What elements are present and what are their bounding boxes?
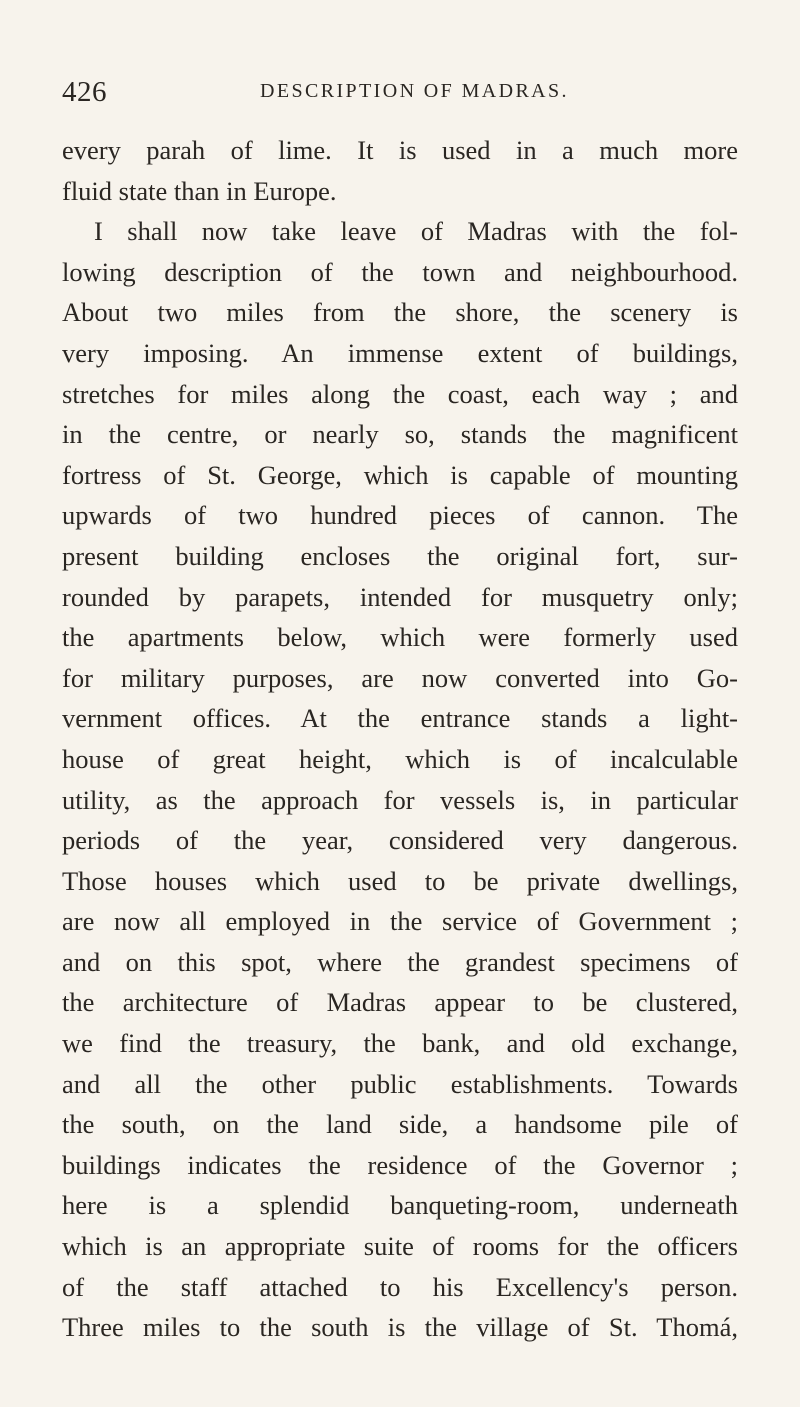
text-line: in the centre, or nearly so, stands the magnificent <box>62 419 738 450</box>
text-line: house of great height, which is of incalculable <box>62 743 738 774</box>
text-line: the south, on the land side, a handsome pile of <box>62 1109 738 1140</box>
text-line: which is an appropriate suite of rooms for the officers <box>62 1231 738 1262</box>
text-line: lowing description of the town and neighbourhood. <box>62 256 738 287</box>
running-title: DESCRIPTION OF MADRAS. <box>260 80 569 102</box>
text-line: Three miles to the south is the village of St. Thomá, <box>62 1312 738 1343</box>
page-header <box>62 76 738 112</box>
text-line: utility, as the approach for vessels is, in particular <box>62 784 738 815</box>
text-line: fortress of St. George, which is capable of mounting <box>62 459 738 490</box>
text-line: About two miles from the shore, the scenery is <box>62 297 738 328</box>
text-line: for military purposes, are now converted into Go- <box>62 662 738 693</box>
text-line: periods of the year, considered very dangerous. <box>62 825 738 856</box>
text-line: I shall now take leave of Madras with the fol- <box>94 216 738 247</box>
text-line: fluid state than in Europe. <box>62 175 337 206</box>
text-line: upwards of two hundred pieces of cannon. The <box>62 500 738 531</box>
text-line: every parah of lime. It is used in a much more <box>62 135 738 165</box>
text-line: very imposing. An immense extent of buildings, <box>62 337 738 368</box>
text-line: vernment offices. At the entrance stands a light- <box>62 703 738 734</box>
body-text <box>62 130 738 1348</box>
text-line: here is a splendid banqueting-room, underneath <box>62 1190 738 1221</box>
text-line: and on this spot, where the grandest specimens of <box>62 946 738 977</box>
text-line: we find the treasury, the bank, and old exchange, <box>62 1028 738 1059</box>
text-line: Those houses which used to be private dwellings, <box>62 865 738 896</box>
text-line: are now all employed in the service of Government ; <box>62 906 738 937</box>
text-line: the apartments below, which were formerly used <box>62 622 738 653</box>
text-line: rounded by parapets, intended for musquetry only; <box>62 581 738 612</box>
text-line: present building encloses the original fort, sur- <box>62 540 738 571</box>
text-line: and all the other public establishments. Towards <box>62 1068 738 1099</box>
text-line: the architecture of Madras appear to be clustered, <box>62 987 738 1018</box>
text-line: of the staff attached to his Excellency's person. <box>62 1271 738 1302</box>
text-line: buildings indicates the residence of the Governor ; <box>62 1149 738 1180</box>
text-line: stretches for miles along the coast, each way ; and <box>62 378 738 409</box>
page-number: 426 <box>62 76 107 108</box>
